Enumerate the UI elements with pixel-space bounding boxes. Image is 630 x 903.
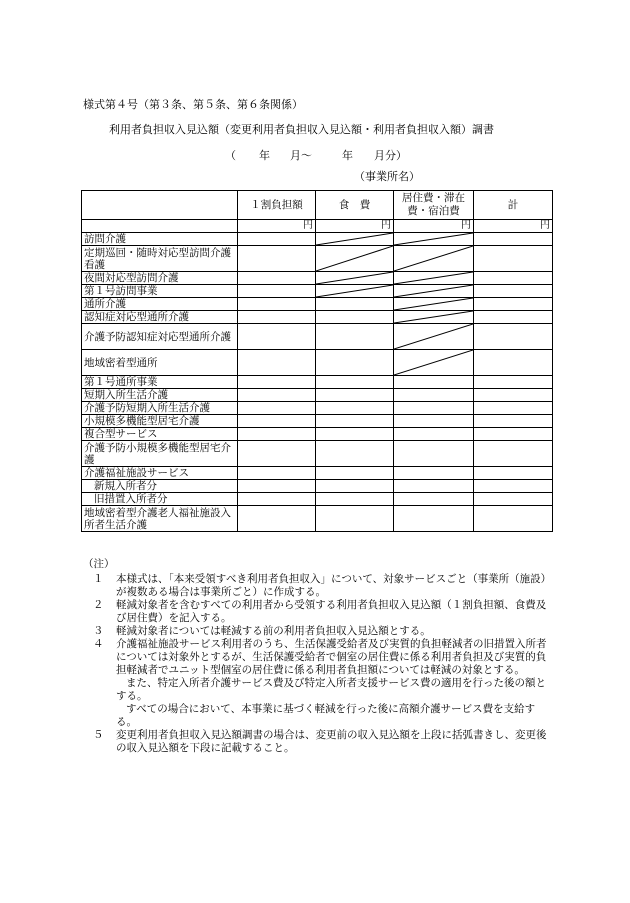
amount-cell: [238, 246, 316, 272]
amount-cell: [394, 506, 474, 532]
note-text: 本様式は、「本来受領すべき利用者負担収入」について、対象サービスごと（事業所（施設）が複数ある場合は事業所ごと）に作成する。: [116, 573, 552, 598]
header-total: 計: [474, 191, 553, 220]
diagonal-slash: [316, 233, 393, 245]
diagonal-slash: [394, 298, 473, 310]
note-item: [83, 729, 553, 755]
unit-yen: 円: [316, 220, 394, 233]
service-label: 地域密着型通所: [82, 350, 238, 376]
table-row: [82, 272, 553, 285]
not-applicable-cell: [316, 272, 394, 285]
amount-cell: [238, 389, 316, 402]
period-month-end: 月分）: [374, 149, 407, 162]
not-applicable-cell: [394, 285, 474, 298]
header-food: 食 費: [316, 191, 394, 220]
table-row: [82, 311, 553, 324]
note-item: [83, 599, 553, 625]
note-number: ５: [93, 729, 104, 741]
amount-cell: [238, 350, 316, 376]
service-label: 旧措置入所者分: [82, 493, 238, 506]
unit-yen: 円: [238, 220, 316, 233]
amount-cell: [316, 376, 394, 389]
header-copay: １割負担額: [238, 191, 316, 220]
note-item: [83, 638, 553, 729]
service-label: 小規模多機能型居宅介護: [82, 415, 238, 428]
note-number: ４: [93, 638, 104, 650]
amount-cell: [238, 311, 316, 324]
amount-cell: [316, 428, 394, 441]
diagonal-slash: [394, 233, 473, 245]
service-label: 地域密着型介護老人福祉施設入所者生活介護: [82, 506, 238, 532]
note-text: また、特定入所者介護サービス費及び特定入所者支援サービス費の適用を行った後の額とする。: [116, 677, 546, 702]
not-applicable-cell: [316, 285, 394, 298]
amount-cell: [474, 285, 553, 298]
amount-cell: [238, 441, 316, 467]
not-applicable-cell: [394, 350, 474, 376]
amount-cell: [394, 480, 474, 493]
amount-cell: [474, 480, 553, 493]
diagonal-slash: [394, 311, 473, 323]
amount-cell: [316, 350, 394, 376]
amount-cell: [316, 298, 394, 311]
table-row: [82, 376, 553, 389]
unit-row: [82, 220, 553, 233]
note-item: [83, 625, 553, 638]
amount-cell: [394, 389, 474, 402]
period-month-start: 月～: [290, 149, 312, 162]
amount-cell: [474, 298, 553, 311]
not-applicable-cell: [394, 246, 474, 272]
amount-cell: [474, 467, 553, 480]
amount-cell: [316, 324, 394, 350]
service-label: 介護予防短期入所生活介護: [82, 402, 238, 415]
service-label: 介護予防認知症対応型通所介護: [82, 324, 238, 350]
note-number: ２: [93, 599, 104, 611]
amount-cell: [474, 441, 553, 467]
note-number: １: [93, 573, 104, 585]
service-label: 定期巡回・随時対応型訪問介護看護: [82, 246, 238, 272]
service-label: 介護予防小規模多機能型居宅介護: [82, 441, 238, 467]
period-year-end: 年: [342, 149, 353, 162]
period-year-start: 年: [259, 149, 270, 162]
table-row: [82, 506, 553, 532]
diagonal-slash: [394, 324, 473, 349]
notes-heading: （注）: [83, 558, 115, 570]
not-applicable-cell: [394, 298, 474, 311]
amount-cell: [394, 441, 474, 467]
table-header-row: [82, 191, 553, 220]
table-row: [82, 441, 553, 467]
service-label: 訪問介護: [82, 233, 238, 246]
amount-cell: [394, 493, 474, 506]
note-text: 介護福祉施設サービス利用者のうち、生活保護受給者及び実質的負担軽減者の旧措置入所者については対象外とするが、生活保護受給者で個室の居住費に係る利用者負担及び実質的負担軽減者でユニット型個室の居住費に係る利用者負担額については軽減の対象とする。: [116, 638, 547, 676]
table-row: [82, 467, 553, 480]
notes-section: [83, 558, 553, 755]
amount-cell: [394, 415, 474, 428]
not-applicable-cell: [394, 311, 474, 324]
table-row: [82, 415, 553, 428]
service-label: 第１号通所事業: [82, 376, 238, 389]
table-row: [82, 389, 553, 402]
office-name-label: （事業所名）: [354, 170, 420, 183]
service-label: 短期入所生活介護: [82, 389, 238, 402]
table-row: [82, 233, 553, 246]
amount-cell: [238, 233, 316, 246]
service-label: 新規入所者分: [82, 480, 238, 493]
amount-cell: [316, 441, 394, 467]
amount-cell: [238, 415, 316, 428]
not-applicable-cell: [316, 246, 394, 272]
table-row: [82, 428, 553, 441]
amount-cell: [474, 272, 553, 285]
service-label: 通所介護: [82, 298, 238, 311]
amount-cell: [474, 428, 553, 441]
note-text: すべての場合において、本事業に基づく軽減を行った後に高額介護サービス費を支給する。: [116, 703, 536, 728]
amount-cell: [474, 376, 553, 389]
note-text: 軽減対象者を含むすべての利用者から受領する利用者負担収入見込額（１割負担額、食費及び居住費）を記入する。: [116, 599, 547, 624]
note-number: ３: [93, 625, 104, 637]
amount-cell: [316, 467, 394, 480]
diagonal-slash: [316, 246, 393, 271]
amount-cell: [474, 311, 553, 324]
note-text: 軽減対象者については軽減する前の利用者負担収入見込額とする。: [116, 625, 431, 637]
amount-cell: [474, 324, 553, 350]
amount-cell: [474, 233, 553, 246]
unit-blank: [82, 220, 238, 233]
table-row: [82, 285, 553, 298]
amount-cell: [474, 402, 553, 415]
amount-cell: [316, 389, 394, 402]
note-text: 変更利用者負担収入見込額調書の場合は、変更前の収入見込額を上段に括弧書きし、変更後の収入見込額を下段に記載すること。: [116, 729, 547, 754]
diagonal-slash: [316, 272, 393, 284]
not-applicable-cell: [394, 324, 474, 350]
amount-cell: [316, 415, 394, 428]
amount-cell: [238, 376, 316, 389]
amount-cell: [316, 493, 394, 506]
amount-cell: [238, 506, 316, 532]
diagonal-slash: [316, 285, 393, 297]
header-residence: 居住費・滞在費・宿泊費: [394, 191, 474, 220]
table-row: [82, 246, 553, 272]
amount-cell: [316, 402, 394, 415]
period-open: （: [225, 149, 236, 162]
service-label: 認知症対応型通所介護: [82, 311, 238, 324]
amount-cell: [238, 428, 316, 441]
amount-cell: [238, 480, 316, 493]
not-applicable-cell: [316, 233, 394, 246]
amount-cell: [238, 402, 316, 415]
amount-cell: [474, 493, 553, 506]
amount-cell: [474, 415, 553, 428]
form-number: 様式第４号（第３条、第５条、第６条関係）: [83, 98, 303, 111]
amount-cell: [238, 272, 316, 285]
amount-cell: [474, 389, 553, 402]
diagonal-slash: [394, 350, 473, 375]
amount-cell: [316, 506, 394, 532]
table-row: [82, 298, 553, 311]
table-row: [82, 402, 553, 415]
table-row: [82, 324, 553, 350]
diagonal-slash: [394, 285, 473, 297]
amount-cell: [238, 324, 316, 350]
table-row: [82, 350, 553, 376]
header-service-blank: [82, 191, 238, 220]
not-applicable-cell: [394, 233, 474, 246]
unit-yen: 円: [474, 220, 553, 233]
diagonal-slash: [394, 272, 473, 284]
amount-cell: [394, 467, 474, 480]
diagonal-slash: [394, 246, 473, 271]
amount-cell: [474, 350, 553, 376]
amount-cell: [394, 402, 474, 415]
amount-cell: [238, 467, 316, 480]
amount-cell: [394, 376, 474, 389]
amount-cell: [238, 493, 316, 506]
amount-cell: [316, 480, 394, 493]
income-table: [81, 190, 553, 532]
amount-cell: [394, 428, 474, 441]
table-row: [82, 493, 553, 506]
amount-cell: [238, 285, 316, 298]
service-label: 複合型サービス: [82, 428, 238, 441]
amount-cell: [474, 506, 553, 532]
amount-cell: [474, 246, 553, 272]
not-applicable-cell: [394, 272, 474, 285]
document-title: 利用者負担収入見込額（変更利用者負担収入見込額・利用者負担収入額）調書: [109, 123, 494, 136]
amount-cell: [238, 298, 316, 311]
note-item: [83, 573, 553, 599]
service-label: 介護福祉施設サービス: [82, 467, 238, 480]
amount-cell: [316, 311, 394, 324]
service-label: 夜間対応型訪問介護: [82, 272, 238, 285]
table-row: [82, 480, 553, 493]
service-label: 第１号訪問事業: [82, 285, 238, 298]
unit-yen: 円: [394, 220, 474, 233]
